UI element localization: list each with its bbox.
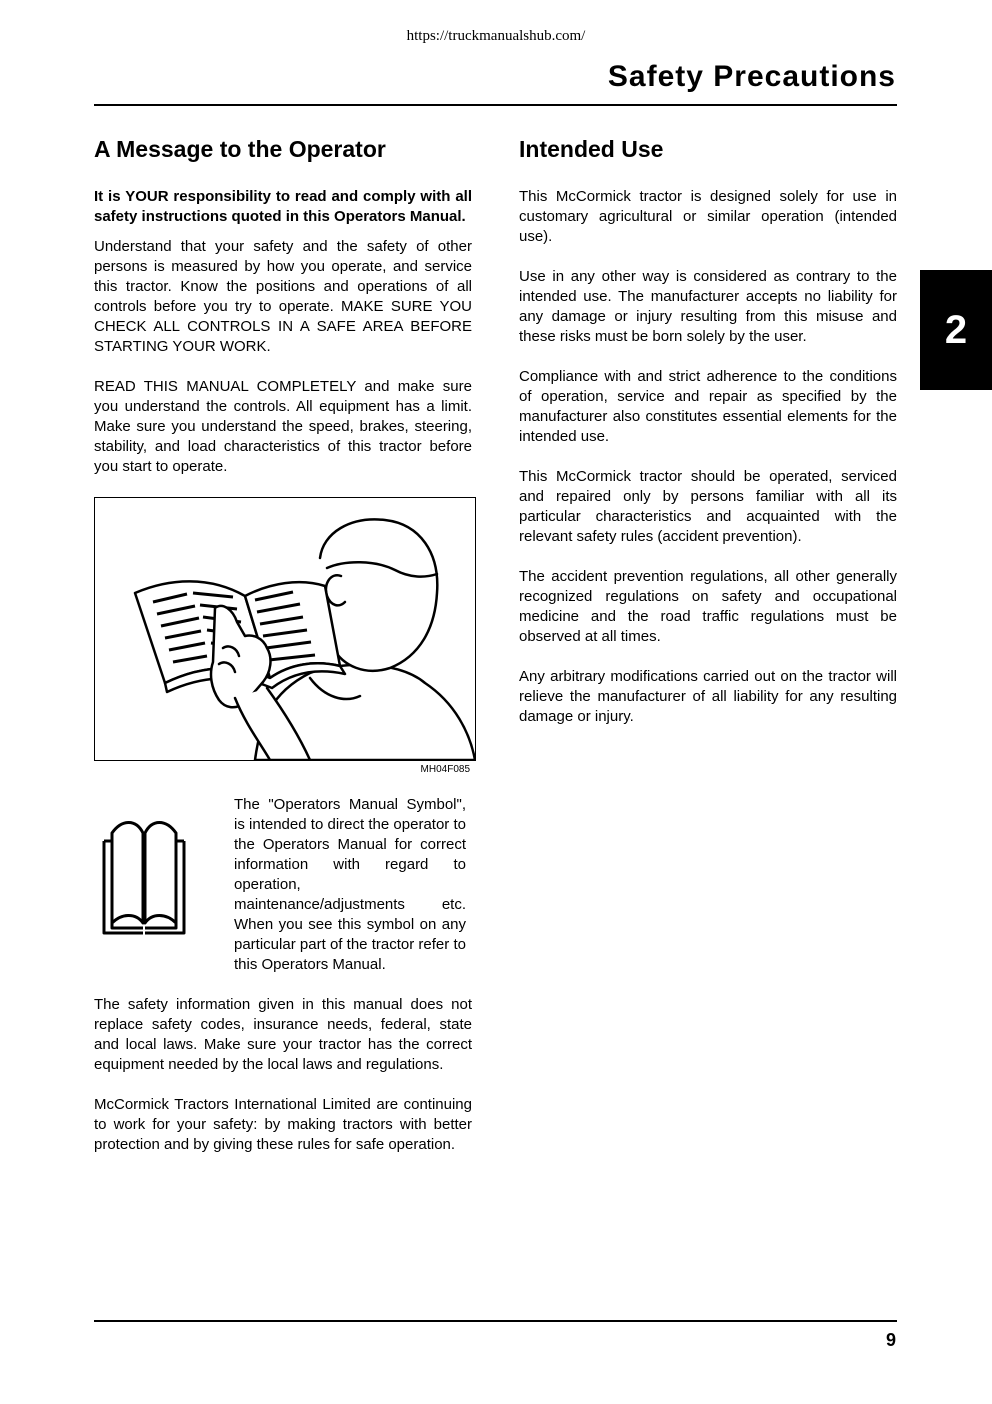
operator-message-heading: A Message to the Operator [94, 136, 386, 162]
page-number: 9 [885, 1330, 896, 1350]
safety-paragraph-4: McCormick Tractors International Limited are continuing to work for your safety: by making tractors with better protection and by giving these rules for safe operation. [94, 1096, 472, 1153]
chapter-tab: 2 [920, 270, 992, 390]
intended-use-paragraph-2: Use in any other way is considered as contrary to the intended use. The manufacturer accepts no liability for any damage or injury resulting from this misuse and these risks must be born solely by the user. [519, 268, 897, 345]
figure-caption: MH04F085 [420, 764, 470, 775]
safety-paragraph-1: Understand that your safety and the safety of other persons is measured by how you operate, and service this tractor. Know the positions and operations of all controls before you try to operate. MAKE SURE YOU CHECK ALL CONTROLS IN A SAFE AREA BEFORE STARTING YOUR WORK. [94, 238, 472, 355]
responsibility-statement: It is YOUR responsibility to read and comply with all safety instructions quoted in this Operators Manual. [94, 188, 472, 225]
operator-reading-illustration [94, 497, 476, 761]
operators-manual-symbol-icon [94, 795, 234, 941]
left-column [94, 135, 472, 1175]
manual-symbol-section [94, 795, 472, 975]
intended-use-paragraph-1: This McCormick tractor is designed solely for use in customary agricultural or similar operation (intended use). [519, 188, 897, 245]
safety-paragraph-2: READ THIS MANUAL COMPLETELY and make sure you understand the controls. All equipment has a limit. Make sure you understand the speed, brakes, steering, stability, and load characteristics of this tractor before you start to operate. [94, 378, 472, 475]
source-url: https://truckmanualshub.com/ [406, 28, 586, 44]
intended-use-paragraph-6: Any arbitrary modifications carried out on the tractor will relieve the manufacturer of all liability for any resulting damage or injury. [519, 668, 897, 725]
manual-symbol-description: The "Operators Manual Symbol", is intended to direct the operator to the Operators Manual for correct information with regard to operation, maintenance/adjustments etc. When you see this symbol on any particular part of the tractor refer to this Operators Manual. [234, 796, 466, 973]
right-column [519, 135, 897, 747]
safety-paragraph-3: The safety information given in this manual does not replace safety codes, insurance needs, federal, state and local laws. Make sure your tractor has the correct equipment needed by the local laws and regulations. [94, 996, 472, 1073]
person-reading-manual-icon [95, 498, 475, 760]
intended-use-paragraph-3: Compliance with and strict adherence to the conditions of operation, service and repair as specified by the manufacturer also constitutes essential elements for the intended use. [519, 368, 897, 445]
page-title: Safety Precautions [607, 60, 896, 93]
intended-use-paragraph-4: This McCormick tractor should be operated, serviced and repaired only by persons familiar with all its particular characteristics and acquainted with the relevant safety rules (accident prevention). [519, 468, 897, 545]
header-rule [94, 104, 897, 106]
footer-rule [94, 1320, 897, 1322]
intended-use-paragraph-5: The accident prevention regulations, all other generally recognized regulations on safety and occupational medicine and the road traffic regulations must be observed at all times. [519, 568, 897, 645]
intended-use-heading: Intended Use [519, 136, 664, 162]
